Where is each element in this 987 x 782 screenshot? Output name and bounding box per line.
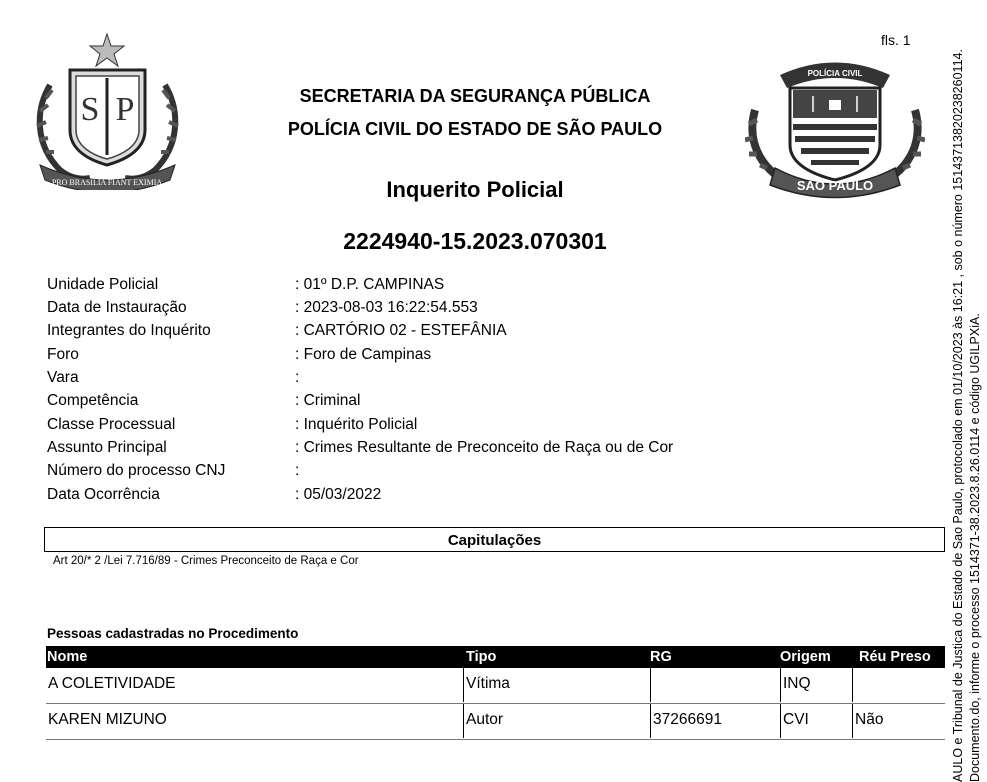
cell-origem: CVI [780, 704, 851, 738]
header-policia-civil: POLÍCIA CIVIL DO ESTADO DE SÃO PAULO [287, 119, 663, 139]
policia-civil-badge-icon [745, 50, 925, 200]
capitulacoes-box [44, 527, 945, 552]
cell-nome: A COLETIVIDADE [48, 675, 176, 692]
people-section-title: Pessoas cadastradas no Procedimento [47, 626, 299, 641]
cell-reu-preso [852, 668, 945, 702]
column-header-nome: Nome [47, 649, 88, 665]
column-header-origem: Origem [780, 649, 831, 665]
page-number-label: fls. 1 [881, 32, 911, 48]
cell-nome: KAREN MIZUNO [48, 711, 167, 728]
info-label: Número do processo CNJ [47, 462, 226, 479]
capitulacoes-text: Art 20/* 2 /Lei 7.716/89 - Crimes Preconceito de Raça e Cor [53, 555, 359, 567]
cell-origem: INQ [780, 668, 851, 702]
side-authentication-text [950, 0, 984, 782]
info-value: : [295, 462, 300, 479]
info-label: Unidade Policial [47, 276, 159, 293]
info-label: Data Ocorrência [47, 486, 160, 503]
info-value: : Criminal [295, 392, 361, 409]
info-value: : 01º D.P. CAMPINAS [295, 276, 445, 293]
column-header-reu-preso: Réu Preso [859, 649, 931, 665]
info-label: Data de Instauração [47, 299, 187, 316]
info-label: Competência [47, 392, 139, 409]
info-value: : 05/03/2022 [295, 486, 382, 503]
info-value: : 2023-08-03 16:22:54.553 [295, 299, 478, 316]
info-label: Foro [47, 346, 79, 363]
info-value: : CARTÓRIO 02 - ESTEFÂNIA [295, 322, 507, 339]
side-text-line-2: Documento.do, informe o processo 1514371-38.2023.8.26.0114 e código UGILPXiA. [968, 313, 982, 782]
svg-text:S: S [80, 91, 100, 128]
cell-tipo: Vítima [463, 668, 649, 702]
svg-text:PRO BRASILIA FIANT EXIMIA: PRO BRASILIA FIANT EXIMIA [51, 178, 163, 187]
table-row [46, 704, 945, 740]
info-value: : Crimes Resultante de Preconceito de Raça ou de Cor [295, 439, 674, 456]
cell-rg: 37266691 [650, 704, 779, 738]
info-value: : Foro de Campinas [295, 346, 432, 363]
svg-text:SÃO PAULO: SÃO PAULO [796, 178, 874, 193]
svg-text:P: P [115, 91, 135, 128]
info-label: Classe Processual [47, 416, 176, 433]
cell-reu-preso: Não [852, 704, 945, 738]
svg-text:POLÍCIA CIVIL: POLÍCIA CIVIL [807, 69, 863, 78]
info-label: Vara [47, 369, 79, 386]
document-number: 2224940-15.2023.070301 [343, 228, 607, 254]
document-type-title: Inquerito Policial [386, 177, 564, 202]
cell-tipo: Autor [463, 704, 649, 738]
info-label: Assunto Principal [47, 439, 167, 456]
people-table-header [46, 646, 945, 668]
cell-rg [650, 668, 779, 702]
column-header-rg: RG [650, 649, 672, 665]
info-value: : [295, 369, 300, 386]
info-label: Integrantes do Inquérito [47, 322, 211, 339]
info-value: : Inquérito Policial [295, 416, 418, 433]
side-text-line-1: AULO e Tribunal de Justica do Estado de Sao Paulo, protocolado em 01/10/2023 às 16:21 , sob o número 15143713820238260114. [951, 49, 965, 782]
table-row [46, 668, 945, 704]
sp-coat-of-arms-icon [30, 30, 185, 190]
header-secretaria: SECRETARIA DA SEGURANÇA PÚBLICA [299, 86, 651, 106]
column-header-tipo: Tipo [466, 649, 497, 665]
capitulacoes-title: Capitulações [447, 532, 542, 549]
